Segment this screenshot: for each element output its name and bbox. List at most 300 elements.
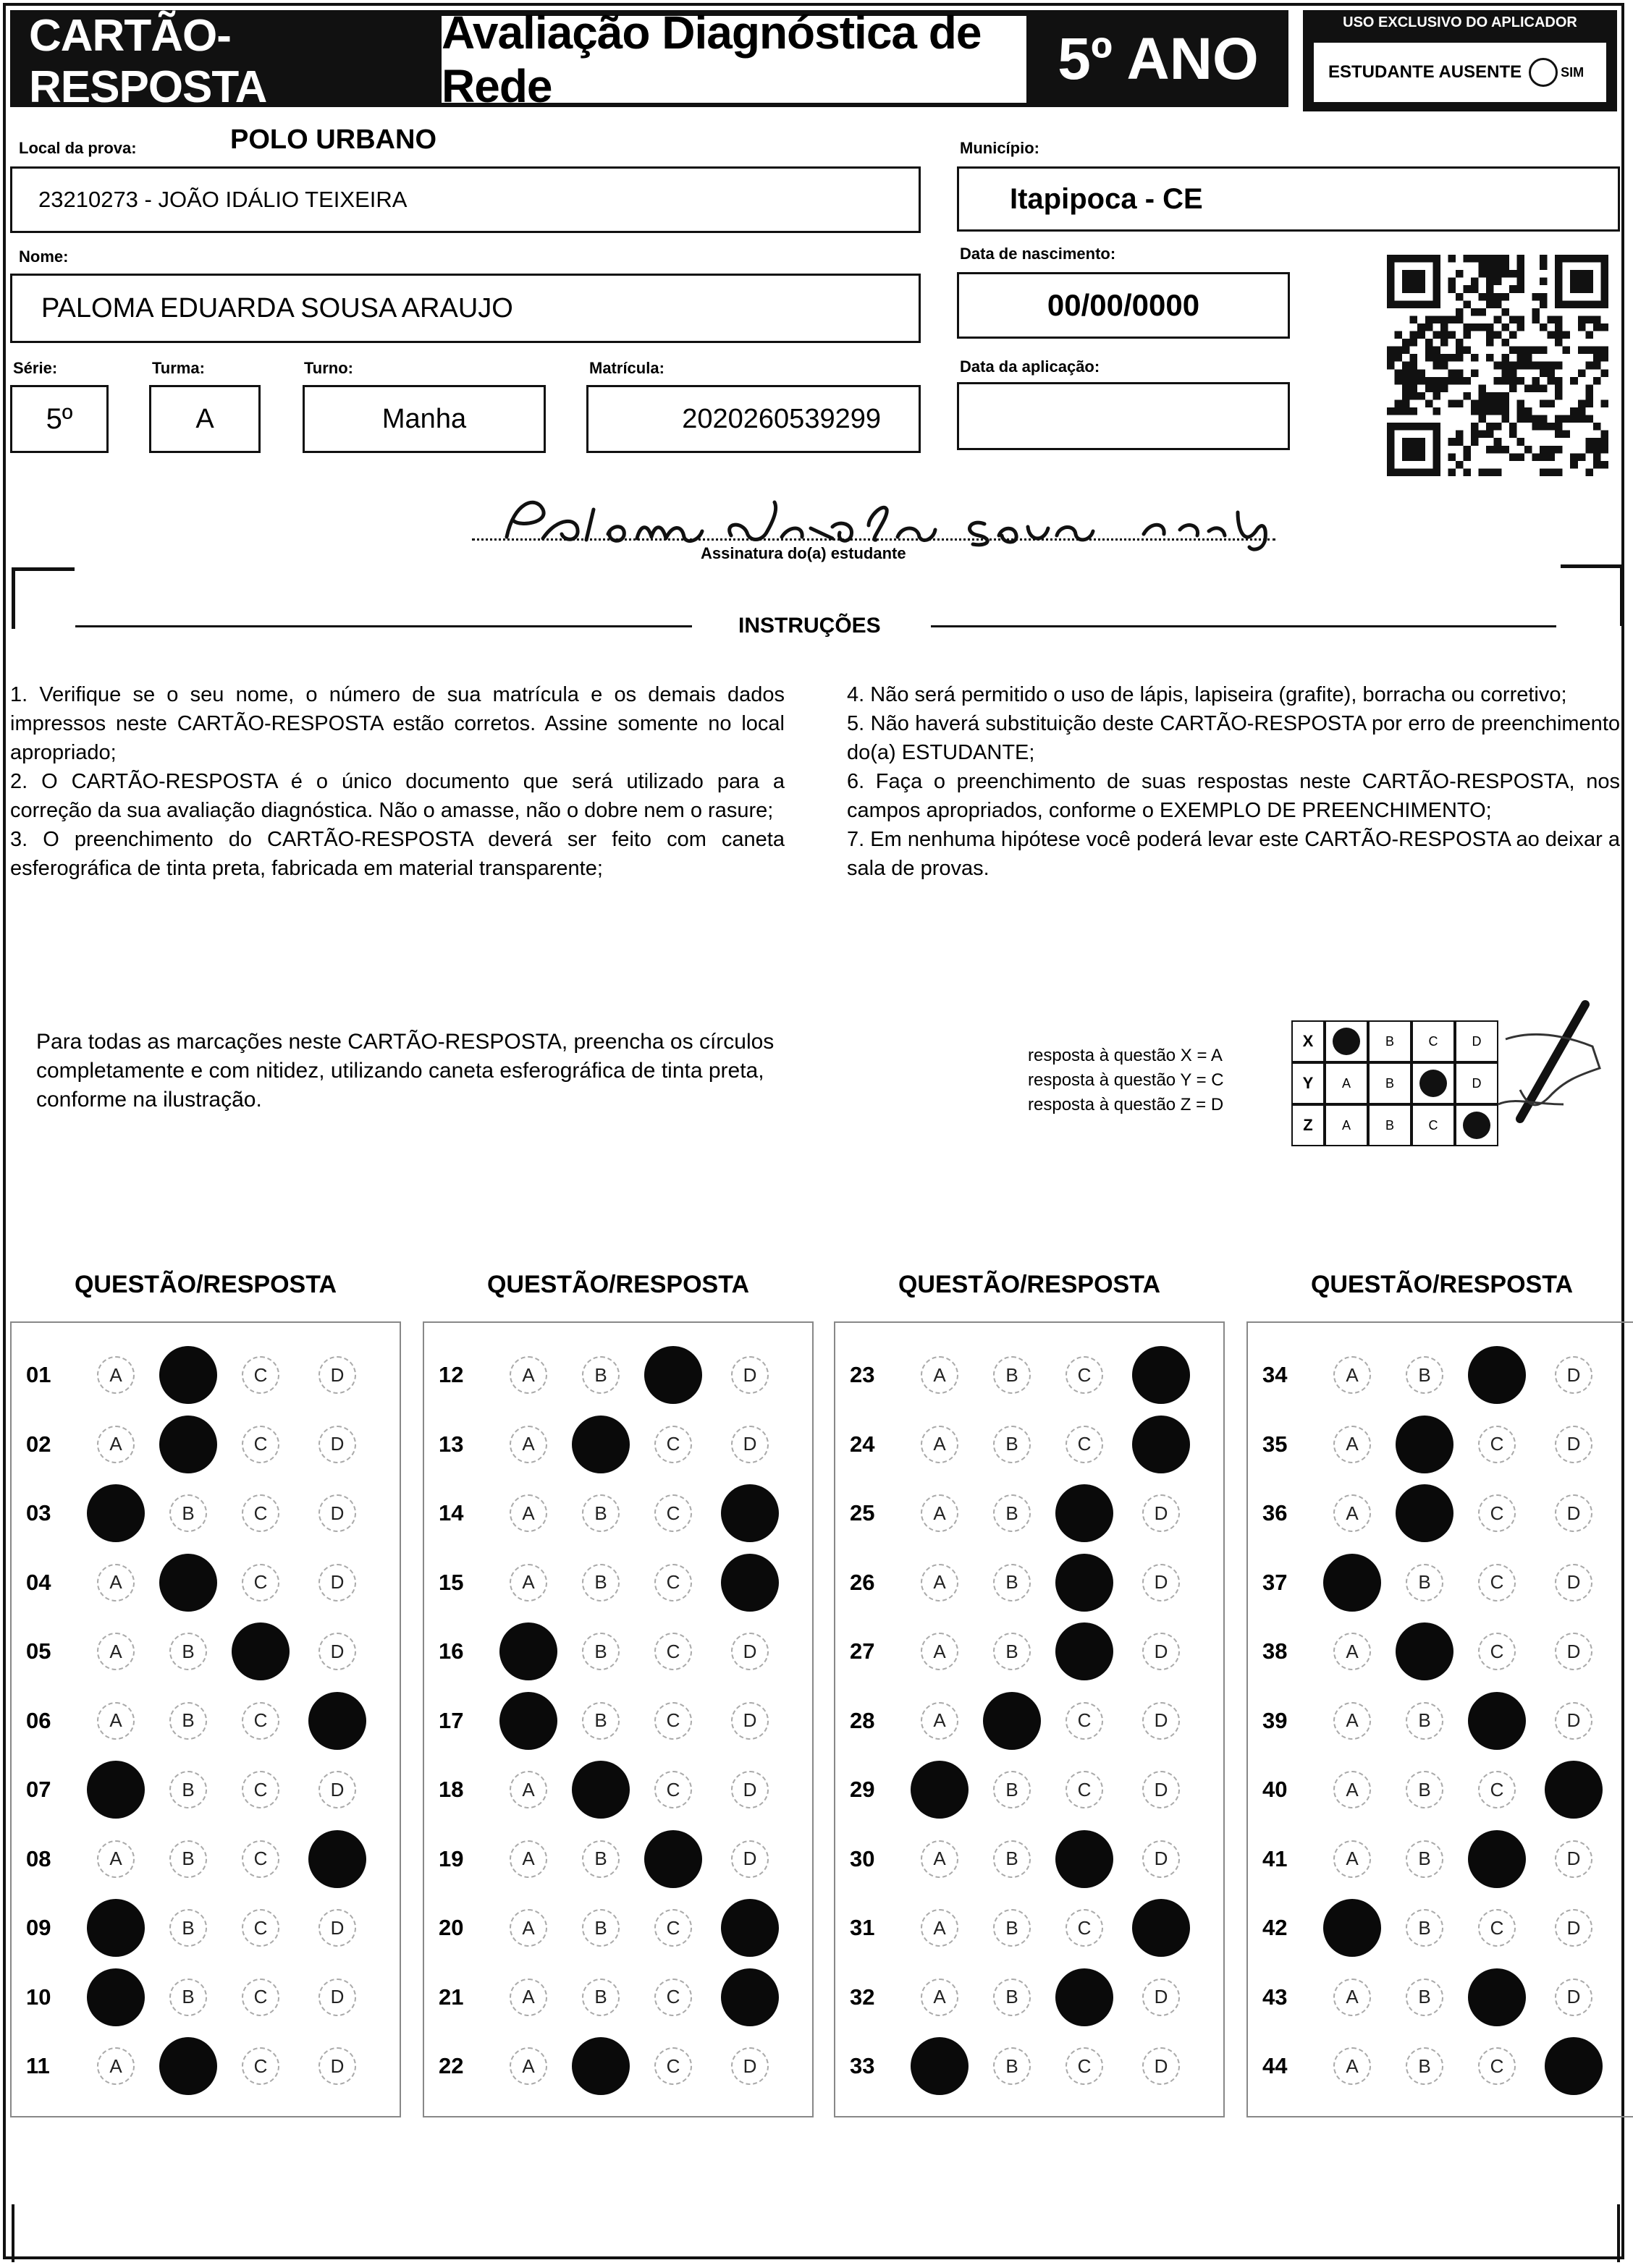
municipio-field [957,166,1620,232]
absent-option-label: SIM [1561,64,1585,80]
answer-bubble[interactable]: A [1333,1979,1371,2016]
example-question-label: X [1291,1020,1325,1062]
answer-bubble[interactable]: A [921,1840,958,1878]
answer-bubble[interactable]: C [1066,1702,1103,1740]
answer-bubble[interactable]: B [1406,1771,1443,1808]
question-number: 31 [850,1915,875,1940]
answer-bubble[interactable]: D [318,1633,356,1670]
answer-bubble[interactable]: B [582,1840,620,1878]
answer-bubble[interactable]: B [993,1564,1031,1601]
answer-bubble[interactable]: A [1333,1356,1371,1394]
answer-bubble-filled[interactable] [308,1830,366,1888]
question-number: 39 [1262,1707,1288,1733]
answer-bubble[interactable]: C [1066,1909,1103,1947]
turma-label: Turma: [152,359,205,377]
answer-bubble-filled[interactable] [159,1416,217,1473]
answer-bubble[interactable]: D [1555,1564,1592,1601]
example-option: C [1412,1020,1455,1062]
answer-bubble-filled[interactable] [87,1761,145,1819]
answer-bubble-filled[interactable] [644,1346,702,1404]
answer-bubble-filled[interactable] [911,1761,969,1819]
question-number: 34 [1262,1362,1288,1387]
question-number: 13 [439,1431,464,1457]
grade-label: 5º ANO [1058,26,1259,92]
answer-bubble-filled[interactable] [721,1554,779,1612]
answer-bubble[interactable]: A [510,1979,547,2016]
signature-label: Assinatura do(a) estudante [701,544,906,562]
answer-bubble[interactable]: B [582,1702,620,1740]
answer-bubble-filled[interactable] [87,1899,145,1957]
corner-mark-top-left [12,567,75,629]
answer-bubble[interactable]: D [1142,1564,1180,1601]
question-number: 08 [26,1845,51,1871]
answer-bubble[interactable]: C [242,1494,279,1532]
answer-bubble[interactable]: B [582,1494,620,1532]
answer-bubble-filled[interactable] [1055,1554,1113,1612]
question-number: 03 [26,1500,51,1526]
question-number: 38 [1262,1638,1288,1664]
matricula-label: Matrícula: [589,359,664,377]
answer-bubble[interactable]: C [1066,1426,1103,1463]
answer-bubble[interactable]: B [1406,1702,1443,1740]
answer-bubble[interactable]: A [97,1633,135,1670]
answer-bubble-filled[interactable] [572,2037,630,2095]
question-column-title: QUESTÃO/RESPOSTA [898,1271,1161,1298]
answer-bubble-filled[interactable] [1468,1692,1526,1750]
answer-bubble[interactable]: D [1142,1702,1180,1740]
question-number: 22 [439,2053,464,2078]
answer-bubble[interactable]: A [510,2047,547,2085]
answer-bubble[interactable]: C [654,1494,692,1532]
answer-bubble[interactable]: C [242,1426,279,1463]
instructions-right-column [847,680,1620,883]
answer-bubble[interactable]: B [169,1633,207,1670]
answer-bubble-filled[interactable] [1055,1622,1113,1680]
example-option: B [1368,1062,1412,1104]
corner-mark-bottom-left [12,2204,14,2262]
answer-bubble[interactable]: D [1142,1840,1180,1878]
answer-bubble-filled[interactable] [1132,1346,1190,1404]
answer-bubble[interactable]: A [510,1356,547,1394]
answer-bubble[interactable]: D [318,1979,356,2016]
answer-bubble[interactable]: A [97,2047,135,2085]
answer-bubble[interactable]: C [242,1356,279,1394]
answer-bubble[interactable]: D [1142,1633,1180,1670]
answer-bubble-filled[interactable] [721,1484,779,1542]
answer-bubble-filled[interactable] [1468,1830,1526,1888]
answer-bubble-filled[interactable] [87,1968,145,2026]
instructions-left-column [10,680,785,883]
answer-bubble[interactable]: D [1555,1356,1592,1394]
local-field [10,166,921,233]
answer-bubble[interactable]: B [169,1702,207,1740]
matricula-field [586,385,921,453]
question-number: 28 [850,1707,875,1733]
turno-field [303,385,546,453]
question-number: 04 [26,1569,51,1595]
fill-instructions: Para todas as marcações neste CARTÃO-RESPOSTA, preencha os círculos completamente e com nitidez, utilizando caneta esferográfica de tinta preta, conforme na ilustração. [36,1030,775,1112]
question-number: 40 [1262,1777,1288,1802]
instruction-item: 7. Em nenhuma hipótese você poderá levar este CARTÃO-RESPOSTA ao deixar a sala de provas. [847,828,1620,880]
answer-bubble[interactable]: C [654,2047,692,2085]
question-number: 33 [850,2053,875,2078]
answer-bubble-filled[interactable] [721,1899,779,1957]
answer-bubble-filled[interactable] [572,1416,630,1473]
question-number: 25 [850,1500,875,1526]
instruction-item: 3. O preenchimento do CARTÃO-RESPOSTA deverá ser feito com caneta esferográfica de tinta preta, fabricada em material transparente; [10,828,785,880]
question-number: 19 [439,1845,464,1871]
answer-bubble[interactable]: B [993,1426,1031,1463]
example-option: D [1455,1062,1498,1104]
filled-dot [1419,1070,1447,1097]
answer-bubble[interactable]: C [654,1702,692,1740]
question-number: 16 [439,1638,464,1664]
answer-bubble[interactable]: A [1333,1840,1371,1878]
example-option: D [1455,1020,1498,1062]
instruction-item: 4. Não será permitido o uso de lápis, lapiseira (grafite), borracha ou corretivo; [847,683,1567,706]
question-number: 17 [439,1707,464,1733]
nascimento-field [957,272,1290,339]
question-number: 10 [26,1984,51,2010]
qr-code [1387,255,1608,476]
answer-bubble[interactable]: A [97,1840,135,1878]
nome-value: PALOMA EDUARDA SOUSA ARAUJO [41,292,513,323]
answer-bubble-filled[interactable] [499,1622,557,1680]
answer-bubble-filled[interactable] [232,1622,290,1680]
answer-bubble[interactable]: A [1333,1771,1371,1808]
answer-bubble[interactable]: C [1478,1426,1516,1463]
example-question-label: Z [1291,1104,1325,1146]
answer-bubble[interactable]: D [1555,1702,1592,1740]
instruction-item: 5. Não haverá substituição deste CARTÃO-RESPOSTA por erro de preenchimento do(a) ESTUDANTE; [847,712,1620,764]
example-option: B [1368,1020,1412,1062]
answer-bubble-filled[interactable] [1323,1899,1381,1957]
example-legend-item: resposta à questão Z = D [1028,1095,1224,1114]
answer-bubble[interactable]: A [1333,1426,1371,1463]
answer-bubble-filled[interactable] [159,1346,217,1404]
corner-mark-bottom-right [1617,2204,1620,2262]
question-number: 14 [439,1500,464,1526]
answer-bubble[interactable]: D [318,2047,356,2085]
answer-bubble[interactable]: D [731,1356,769,1394]
answer-bubble[interactable]: B [993,1633,1031,1670]
question-number: 09 [26,1915,51,1940]
instruction-item: 6. Faça o preenchimento de suas respostas neste CARTÃO-RESPOSTA, nos campos apropriados, conforme o EXEMPLO DE PREENCHIMENTO; [847,770,1620,822]
example-legend-item: resposta à questão X = A [1028,1046,1223,1065]
answer-bubble[interactable]: A [921,1702,958,1740]
example-filled-bubble [1412,1062,1455,1104]
answer-bubble[interactable]: D [1142,1979,1180,2016]
answer-bubble-filled[interactable] [1055,1830,1113,1888]
answer-bubble[interactable]: B [993,1771,1031,1808]
answer-bubble[interactable]: D [1555,1979,1592,2016]
answer-bubble-filled[interactable] [1396,1484,1453,1542]
question-number: 20 [439,1915,464,1940]
answer-bubble-filled[interactable] [1545,1761,1603,1819]
answer-bubble[interactable]: D [318,1564,356,1601]
turma-field [149,385,261,453]
answer-bubble[interactable]: D [1142,2047,1180,2085]
answer-bubble-filled[interactable] [499,1692,557,1750]
answer-bubble[interactable]: B [993,1494,1031,1532]
filled-dot [1333,1028,1360,1055]
hand-pen-illustration [1477,996,1607,1141]
question-number: 37 [1262,1569,1288,1595]
answer-bubble[interactable]: D [1555,1840,1592,1878]
applicator-label: USO EXCLUSIVO DO APLICADOR [1343,14,1577,30]
answer-bubble[interactable]: C [242,1771,279,1808]
student-signature [492,481,1288,553]
answer-bubble[interactable]: D [318,1426,356,1463]
aplicacao-label: Data da aplicação: [960,357,1100,376]
answer-bubble[interactable]: B [993,1979,1031,2016]
answer-bubble-filled[interactable] [1396,1622,1453,1680]
question-number: 42 [1262,1915,1288,1940]
answer-bubble[interactable]: D [318,1771,356,1808]
answer-bubble[interactable]: B [169,1979,207,2016]
example-option: B [1368,1104,1412,1146]
serie-label: Série: [13,359,58,377]
local-value: 23210273 - JOÃO IDÁLIO TEIXEIRA [38,187,408,212]
answer-bubble-filled[interactable] [721,1968,779,2026]
answer-bubble[interactable]: B [169,1840,207,1878]
fill-example-grid [1291,1020,1503,1151]
answer-bubble-filled[interactable] [572,1761,630,1819]
matricula-value: 2020260539299 [682,403,881,434]
question-number: 18 [439,1777,464,1802]
polo-label: POLO URBANO [230,124,436,155]
answer-bubble-filled[interactable] [1323,1554,1381,1612]
answer-bubble[interactable]: A [510,1771,547,1808]
answer-bubble-filled[interactable] [159,1554,217,1612]
nome-label: Nome: [19,247,69,266]
answer-bubble[interactable]: A [510,1840,547,1878]
answer-bubble[interactable]: C [654,1633,692,1670]
question-number: 12 [439,1362,464,1387]
example-legend [1028,1044,1224,1117]
answer-bubble[interactable]: C [1066,2047,1103,2085]
absent-label: ESTUDANTE AUSENTE [1328,62,1522,82]
answer-bubble[interactable]: C [1478,1909,1516,1947]
answer-bubble[interactable]: A [921,1494,958,1532]
answer-bubble[interactable]: A [97,1426,135,1463]
answer-bubble[interactable]: D [731,1771,769,1808]
answer-bubble[interactable]: B [169,1494,207,1532]
answer-bubble[interactable]: A [510,1426,547,1463]
turno-label: Turno: [304,359,354,377]
answer-bubble[interactable]: A [921,1426,958,1463]
answer-bubble[interactable]: B [582,1979,620,2016]
answer-bubble[interactable]: C [654,1909,692,1947]
question-number: 29 [850,1777,875,1802]
local-label: Local da prova: [19,139,137,157]
question-number: 30 [850,1845,875,1871]
municipio-label: Município: [960,139,1039,157]
answer-bubble[interactable]: B [993,1840,1031,1878]
answer-bubble[interactable]: D [1555,1909,1592,1947]
answer-bubble-filled[interactable] [1468,1346,1526,1404]
answer-bubble[interactable]: A [1333,1702,1371,1740]
answer-bubble[interactable]: D [318,1356,356,1394]
answer-bubble[interactable]: A [510,1909,547,1947]
answer-bubble[interactable]: A [510,1564,547,1601]
nascimento-value: 00/00/0000 [1047,288,1200,322]
answer-bubble[interactable]: A [921,1979,958,2016]
answer-bubble[interactable]: B [993,1909,1031,1947]
answer-bubble[interactable]: A [921,1633,958,1670]
instructions-title: INSTRUÇÕES [738,614,881,638]
answer-bubble[interactable]: D [1142,1494,1180,1532]
answer-bubble[interactable]: B [582,1564,620,1601]
answer-bubble[interactable]: C [1066,1771,1103,1808]
answer-bubble[interactable]: B [1406,1979,1443,2016]
answer-bubble-filled[interactable] [1132,1899,1190,1957]
answer-bubble[interactable]: D [731,1840,769,1878]
example-legend-item: resposta à questão Y = C [1028,1070,1224,1090]
answer-bubble[interactable]: B [169,1771,207,1808]
answer-bubble[interactable]: B [582,1909,620,1947]
corner-mark-top-right [1561,564,1624,626]
example-option: A [1325,1104,1368,1146]
answer-bubble-filled[interactable] [1055,1968,1113,2026]
answer-bubble[interactable]: C [654,1771,692,1808]
answer-bubble[interactable]: B [169,1909,207,1947]
answer-bubble[interactable]: D [731,1633,769,1670]
answer-bubble[interactable]: D [731,1426,769,1463]
answer-bubble[interactable]: C [242,1840,279,1878]
answer-bubble[interactable]: D [318,1494,356,1532]
answer-bubble[interactable]: D [731,1702,769,1740]
answer-bubble[interactable]: D [1555,1494,1592,1532]
answer-bubble[interactable]: D [318,1909,356,1947]
answer-bubble[interactable]: C [242,2047,279,2085]
turno-value: Manha [381,403,467,434]
absent-checkbox[interactable] [1529,58,1558,87]
answer-bubble[interactable]: A [921,1909,958,1947]
answer-bubble-filled[interactable] [308,1692,366,1750]
answer-bubble[interactable]: C [242,1564,279,1601]
question-number: 36 [1262,1500,1288,1526]
answer-bubble[interactable]: B [1406,1356,1443,1394]
answer-bubble[interactable]: B [1406,1909,1443,1947]
answer-bubble-filled[interactable] [1468,1968,1526,2026]
question-number: 23 [850,1362,875,1387]
question-number: 01 [26,1362,51,1387]
question-number: 43 [1262,1984,1288,2010]
answer-bubble[interactable]: A [1333,2047,1371,2085]
answer-bubble[interactable]: C [1478,1633,1516,1670]
answer-bubble[interactable]: C [654,1979,692,2016]
question-number: 26 [850,1569,875,1595]
answer-bubble[interactable]: B [993,2047,1031,2085]
answer-bubble[interactable]: A [97,1564,135,1601]
answer-bubble[interactable]: C [1478,1564,1516,1601]
answer-bubble[interactable]: B [582,1633,620,1670]
answer-bubble[interactable]: A [921,1356,958,1394]
example-option: A [1325,1062,1368,1104]
instruction-item: 2. O CARTÃO-RESPOSTA é o único documento que será utilizado para a correção da sua avaliação diagnóstica. Não o amasse, não o dobre nem o rasure; [10,770,785,822]
answer-bubble[interactable]: C [242,1702,279,1740]
instructions-rule-right [931,625,1556,627]
instruction-item: 1. Verifique se o seu nome, o número de sua matrícula e os demais dados impressos neste CARTÃO-RESPOSTA estão corretos. Assine somente no local apropriado; [10,683,785,764]
answer-bubble[interactable]: B [993,1356,1031,1394]
nascimento-label: Data de nascimento: [960,245,1116,263]
card-title: CARTÃO-RESPOSTA [29,11,267,112]
answer-bubble[interactable]: D [1555,1633,1592,1670]
question-number: 06 [26,1707,51,1733]
answer-bubble[interactable]: C [1478,2047,1516,2085]
question-number: 44 [1262,2053,1288,2078]
answer-bubble-filled[interactable] [159,2037,217,2095]
question-number: 11 [26,2053,50,2078]
question-column-title: QUESTÃO/RESPOSTA [486,1271,750,1298]
answer-bubble[interactable]: C [1478,1771,1516,1808]
absent-field [1312,41,1608,104]
nome-field [10,274,921,343]
answer-bubble[interactable]: B [1406,1840,1443,1878]
answer-bubble[interactable]: A [921,1564,958,1601]
question-number: 15 [439,1569,464,1595]
question-number: 41 [1262,1845,1288,1871]
answer-bubble[interactable]: A [97,1702,135,1740]
question-number: 32 [850,1984,875,2010]
example-question-label: Y [1291,1062,1325,1104]
answer-bubble[interactable]: A [510,1494,547,1532]
question-number: 05 [26,1638,51,1664]
aplicacao-field[interactable] [957,382,1290,450]
question-column-title: QUESTÃO/RESPOSTA [1310,1271,1574,1298]
answer-bubble-filled[interactable] [983,1692,1041,1750]
turma-value: A [195,403,214,434]
question-number: 24 [850,1431,875,1457]
answer-bubble[interactable]: C [1478,1494,1516,1532]
answer-bubble[interactable]: C [242,1979,279,2016]
answer-bubble[interactable]: A [1333,1633,1371,1670]
answer-bubble[interactable]: B [1406,2047,1443,2085]
answer-bubble[interactable]: D [1555,1426,1592,1463]
answer-bubble-filled[interactable] [87,1484,145,1542]
answer-bubble-filled[interactable] [1055,1484,1113,1542]
answer-bubble-filled[interactable] [911,2037,969,2095]
answer-bubble[interactable]: C [654,1564,692,1601]
serie-value: 5º [46,402,73,435]
example-filled-bubble [1325,1020,1368,1062]
answer-bubble[interactable]: C [242,1909,279,1947]
answer-bubble[interactable]: A [97,1356,135,1394]
answer-bubble[interactable]: C [1066,1356,1103,1394]
question-number: 02 [26,1431,51,1457]
answer-bubble[interactable]: C [654,1426,692,1463]
answer-bubble[interactable]: B [582,1356,620,1394]
answer-bubble[interactable]: A [1333,1494,1371,1532]
question-number: 27 [850,1638,875,1664]
answer-bubble[interactable]: D [731,2047,769,2085]
answer-bubble[interactable]: D [1142,1771,1180,1808]
answer-bubble-filled[interactable] [1545,2037,1603,2095]
question-number: 07 [26,1777,51,1802]
answer-bubble-filled[interactable] [1396,1416,1453,1473]
municipio-value: Itapipoca - CE [1010,182,1203,215]
answer-bubble[interactable]: B [1406,1564,1443,1601]
question-number: 21 [439,1984,464,2010]
instructions-rule-left [75,625,692,627]
exam-title: Avaliação Diagnóstica de Rede [439,13,1029,106]
question-column-title: QUESTÃO/RESPOSTA [74,1271,337,1298]
question-number: 35 [1262,1431,1288,1457]
example-option: C [1412,1104,1455,1146]
answer-bubble-filled[interactable] [644,1830,702,1888]
answer-bubble-filled[interactable] [1132,1416,1190,1473]
